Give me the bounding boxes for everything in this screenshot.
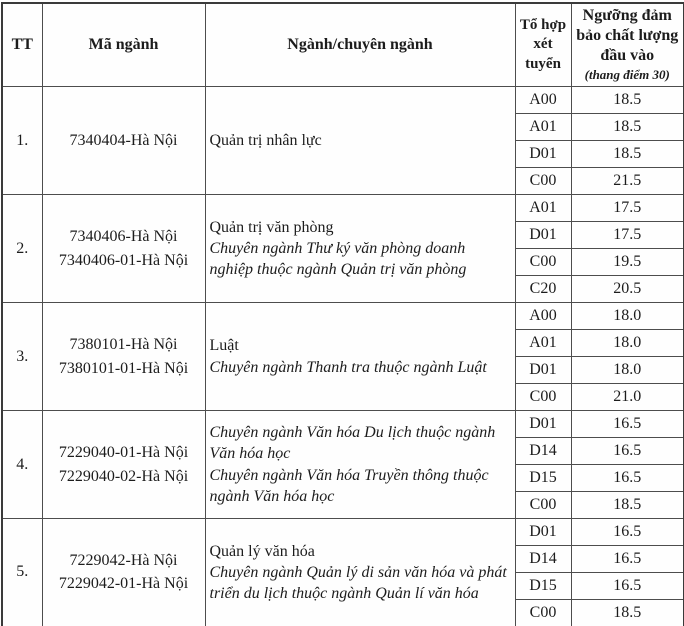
specialization-line: Chuyên ngành Thư ký văn phòng doanh nghiệp thuộc ngành Quản trị văn phòng <box>209 239 467 279</box>
header-row <box>2 3 684 87</box>
col-header-ma-nganh: Mã ngành <box>42 3 205 87</box>
combo-code: D01 <box>515 519 571 546</box>
combo-code: A01 <box>515 114 571 141</box>
threshold-score: 20.5 <box>571 276 684 303</box>
threshold-score: 18.0 <box>571 303 684 330</box>
combo-code: C00 <box>515 492 571 519</box>
row-number: 2. <box>2 195 42 303</box>
combo-code: C00 <box>515 600 571 626</box>
combo-code: D15 <box>515 573 571 600</box>
threshold-score: 17.5 <box>571 195 684 222</box>
combo-code: C00 <box>515 249 571 276</box>
table-row <box>2 519 684 546</box>
major-name: Quản trị nhân lực <box>209 131 322 149</box>
specialization-line: Chuyên ngành Thanh tra thuộc ngành Luật <box>209 358 487 376</box>
threshold-score: 16.5 <box>571 411 684 438</box>
threshold-score: 19.5 <box>571 249 684 276</box>
major-code-line: 7340406-Hà Nội <box>69 228 178 246</box>
combo-code: A01 <box>515 330 571 357</box>
major-code-line: 7380101-01-Hà Nội <box>58 359 189 377</box>
row-number: 3. <box>2 303 42 411</box>
col-header-to-hop: Tổ hợp xét tuyển <box>515 3 571 87</box>
major-code-line: 7340404-Hà Nội <box>69 131 178 149</box>
threshold-score: 16.5 <box>571 546 684 573</box>
row-number: 1. <box>2 87 42 195</box>
major-code-line: 7380101-Hà Nội <box>69 336 178 354</box>
threshold-score: 18.5 <box>571 492 684 519</box>
col-header-nganh: Ngành/chuyên ngành <box>205 3 515 87</box>
combo-code: C00 <box>515 168 571 195</box>
threshold-score: 16.5 <box>571 438 684 465</box>
major-code-line: 7229040-01-Hà Nội <box>58 444 189 462</box>
threshold-score: 17.5 <box>571 222 684 249</box>
threshold-score: 18.0 <box>571 357 684 384</box>
threshold-score: 16.5 <box>571 573 684 600</box>
major-code-cell <box>42 411 205 519</box>
major-code-line: 7229040-02-Hà Nội <box>58 467 189 485</box>
specialization-line: Chuyên ngành Văn hóa Truyền thông thuộc ngành Văn hóa học <box>209 466 489 505</box>
combo-code: D01 <box>515 141 571 168</box>
threshold-score: 16.5 <box>571 519 684 546</box>
major-code-line: 7340406-01-Hà Nội <box>58 251 189 269</box>
major-name-cell <box>205 303 515 411</box>
col-header-nguong <box>571 3 684 87</box>
admission-thresholds-table <box>1 2 684 626</box>
major-name: Quản lý văn hóa <box>209 542 315 560</box>
combo-code: D01 <box>515 411 571 438</box>
major-name-cell <box>205 519 515 626</box>
combo-code: D14 <box>515 438 571 465</box>
combo-code: D15 <box>515 465 571 492</box>
table-row <box>2 87 684 114</box>
threshold-score: 21.0 <box>571 384 684 411</box>
major-name: Quản trị văn phòng <box>209 218 334 236</box>
major-code-line: 7229042-Hà Nội <box>69 552 178 570</box>
combo-code: D14 <box>515 546 571 573</box>
major-code-line: 7229042-01-Hà Nội <box>58 575 189 593</box>
threshold-score: 21.5 <box>571 168 684 195</box>
major-name-cell <box>205 195 515 303</box>
combo-code: A01 <box>515 195 571 222</box>
threshold-scale-note: (thang điểm 30) <box>584 67 670 83</box>
specialization-line: Chuyên ngành Văn hóa Du lịch thuộc ngành Văn hóa học <box>209 424 496 463</box>
table-row <box>2 303 684 330</box>
combo-code: A00 <box>515 303 571 330</box>
combo-code: D01 <box>515 222 571 249</box>
major-name-cell <box>205 411 515 519</box>
col-header-tt: TT <box>2 3 42 87</box>
major-code-cell <box>42 87 205 195</box>
table-row <box>2 195 684 222</box>
threshold-score: 16.5 <box>571 465 684 492</box>
combo-code: C20 <box>515 276 571 303</box>
combo-code: D01 <box>515 357 571 384</box>
threshold-score: 18.5 <box>571 87 684 114</box>
threshold-score: 18.5 <box>571 114 684 141</box>
major-name-cell <box>205 87 515 195</box>
major-name: Luật <box>209 337 239 355</box>
threshold-score: 18.0 <box>571 330 684 357</box>
major-code-cell <box>42 519 205 626</box>
row-number: 4. <box>2 411 42 519</box>
row-number: 5. <box>2 519 42 626</box>
major-code-cell <box>42 303 205 411</box>
threshold-title: Ngưỡng đảm bảo chất lượng đầu vào <box>576 7 679 65</box>
threshold-score: 18.5 <box>571 600 684 626</box>
combo-code: A00 <box>515 87 571 114</box>
threshold-score: 18.5 <box>571 141 684 168</box>
combo-code: C00 <box>515 384 571 411</box>
major-code-cell <box>42 195 205 303</box>
table-row <box>2 411 684 438</box>
specialization-line: Chuyên ngành Quản lý di sản văn hóa và phát triển du lịch thuộc ngành Quản lí văn hóa <box>209 563 507 602</box>
